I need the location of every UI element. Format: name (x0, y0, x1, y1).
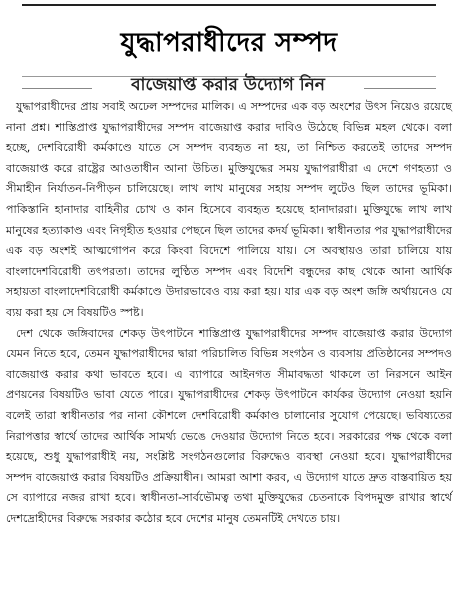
article-body (6, 97, 452, 529)
article-paragraph: দেশ থেকে জঙ্গিবাদের শেকড় উৎপাটনে শাস্তিপ্রাপ্ত যুদ্ধাপরাধীদের সম্পদ বাজেয়াপ্ত করার উদ্যোগ যেমন নিতে হবে, তেমন যুদ্ধাপরাধীদের দ্বারা পরিচালিত বিভিন্ন সংগঠন ও ব্যবসায় প্রতিষ্ঠানের সম্পদও বাজেয়াপ্ত করার কথা ভাবতে হবে। এ ব্যাপারে আইনগত সীমাবদ্ধতা থাকলে তা নিরসনে আইন প্রণয়নের বিষয়টিও ভাবা যেতে পারে। যুদ্ধাপরাধীদের শেকড় উৎপাটনে কার্যকর উদ্যোগ নেওয়া হয়নি বলেই তারা স্বাধীনতার পর নানা কৌশলে দেশবিরোধী কর্মকাণ্ড চালানোর সুযোগ পেয়েছে। ভবিষ্যতের নিরাপত্তার স্বার্থে তাদের আর্থিক সামর্থ্য ভেঙে দেওয়ার উদ্যোগ নিতে হবে। সরকারের পক্ষ থেকে বলা হয়েছে, শুধু যুদ্ধাপরাধীই নয়, সংশ্লিষ্ট সংগঠনগুলোর বিরুদ্ধেও ব্যবস্থা নেওয়া হবে। যুদ্ধাপরাধীদের সম্পদ বাজেয়াপ্ত করার বিষয়টিও প্রক্রিয়াধীন। আমরা আশা করব, এ উদ্যোগ যাতে দ্রুত বাস্তবায়িত হয় সে ব্যাপারে নজর রাখা হবে। স্বাধীনতা-সার্বভৌমত্ব তথা মুক্তিযুদ্ধের চেতনাকে বিপদমুক্ত রাখার স্বার্থে দেশদ্রোহীদের বিরুদ্ধে সরকার কঠোর হবে দেশের মানুষ তেমনটিই দেখতে চায়। (6, 326, 452, 525)
headline: যুদ্ধাপরাধীদের সম্পদ (120, 28, 338, 58)
subheadline: বাজেয়াপ্ত করার উদ্যোগ নিন (131, 75, 325, 95)
article-paragraph: যুদ্ধাপরাধীদের প্রায় সবাই অঢেল সম্পদের মালিক। এ সম্পদের এক বড় অংশের উৎস নিয়েও রয়েছে নানা প্রশ্ন। শাস্তিপ্রাপ্ত যুদ্ধাপরাধীদের সম্পদ বাজেয়াপ্ত করার দাবিও উঠেছে বিভিন্ন মহল থেকে। বলা হচ্ছে, দেশবিরোধী কর্মকাণ্ডে যাতে সে সম্পদ ব্যবহৃত না হয়, তা নিশ্চিত করতেই তাদের সম্পদ বাজেয়াপ্ত করে রাষ্ট্রের আওতাধীন আনা উচিত। মুক্তিযুদ্ধের সময় যুদ্ধাপরাধীরা এ দেশে গণহত্যা ও সীমাহীন নির্যাতন-নিপীড়ন চালিয়েছে। লাখ লাখ মানুষের সহায় সম্পদ লুটেও ছিল তাদের ভূমিকা। পাকিস্তানি হানাদার বাহিনীর চোখ ও কান হিসেবে ব্যবহৃত হয়েছে হানাদাররা। মুক্তিযুদ্ধে লাখ লাখ মানুষের হত্যাকাণ্ড এবং নিগৃহীত হওয়ার পেছনে ছিল তাদের কদর্য ভূমিকা। স্বাধীনতার পর যুদ্ধাপরাধীদের এক বড় অংশই আত্মগোপন করে কিংবা বিদেশে পালিয়ে যায়। সে অবস্থায়ও তারা চালিয়ে যায় বাংলাদেশবিরোধী তৎপরতা। তাদের লুণ্ঠিত সম্পদ এবং বিদেশি বন্ধুদের কাছ থেকে আনা আর্থিক সহায়তা বাংলাদেশবিরোধী কর্মকাণ্ডে উদারভাবেও ব্যয় করা হয়। যার এক বড় অংশ জঙ্গি অর্থায়নেও যে ব্যয় করা হয় সে বিষয়টিও স্পষ্ট। (6, 100, 452, 319)
subheadline-row (0, 70, 456, 98)
headline-box (22, 4, 436, 77)
